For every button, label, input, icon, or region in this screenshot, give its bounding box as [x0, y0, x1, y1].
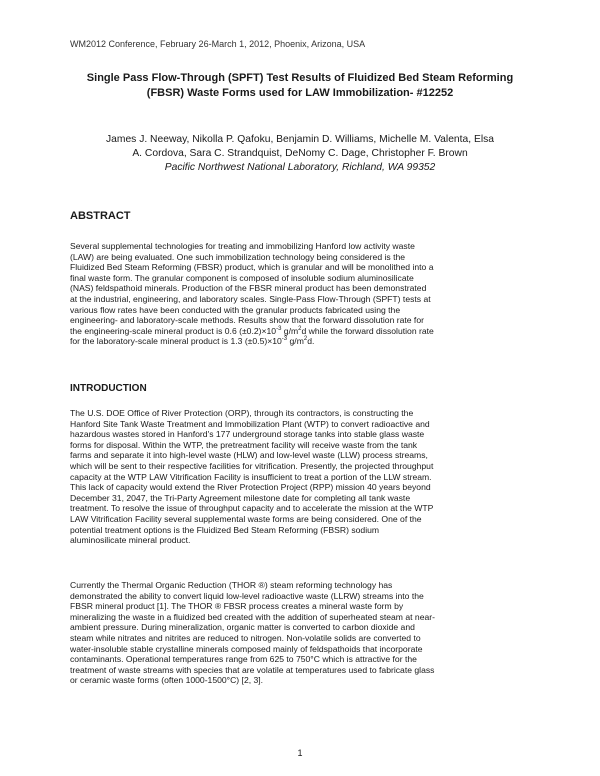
text-line: The U.S. DOE Office of River Protection (ORP), through its contractors, is constructing the — [70, 408, 414, 418]
paper-title — [60, 71, 540, 101]
page-number: 1 — [297, 748, 303, 758]
text-line: (NAS) feldspathoid minerals. Production of the FBSR mineral product has been demonstrated — [70, 283, 427, 294]
text-line: or ceramic waste forms (often 1000-1500°C) [2, 3]. — [70, 675, 264, 686]
text-line: treatment. To resolve the issue of throughput capacity and to accelerate the mission at the WTP — [70, 503, 434, 514]
text-line: demonstrated the ability to convert liquid low-level radioactive waste (LLRW) streams into the — [70, 590, 424, 601]
text-line: ambient pressure. During mineralization, organic matter is converted to carbon dioxide and — [70, 622, 415, 633]
text-line: steam while nitrates and nitrites are reduced to nitrogen. Non-volatile solids are converted to — [70, 632, 421, 643]
author-line: A. Cordova, Sara C. Strandquist, DeNomy C. Dage, Christopher F. Brown — [132, 148, 468, 159]
text-line: final waste form. The granular component is composed of insoluble sodium aluminosilicate — [70, 272, 414, 283]
text-line: treatment of waste streams with species that are volatile at temperatures used to fabricate glass — [70, 664, 435, 675]
introduction-heading: INTRODUCTION — [70, 383, 147, 394]
text-run: d while the forward dissolution rate — [301, 325, 434, 336]
text-line: Hanford Site Tank Waste Treatment and Immobilization Plant (WTP) to convert radioactive and — [70, 418, 430, 429]
text-run: g/m — [287, 336, 304, 347]
text-line: Fluidized Bed Steam Reforming (FBSR) product, which is granular and will be monolithed into a — [70, 262, 434, 273]
superscript: -3 — [281, 336, 288, 343]
text-run: the engineering-scale mineral product is 0.6 (±0.2)×10 — [70, 325, 277, 336]
title-line: Single Pass Flow-Through (SPFT) Test Results of Fluidized Bed Steam Reforming — [86, 72, 514, 84]
author-line: James J. Neeway, Nikolla P. Qafoku, Benjamin D. Williams, Michelle M. Valenta, Elsa — [106, 134, 494, 145]
introduction-paragraph-2 — [70, 580, 536, 686]
text-line: which will be sent to their respective facilities for vitrification. Presently, the projected throughput — [70, 460, 434, 471]
text-line: engineering- and laboratory-scale methods. Results show that the forward dissolution rate for — [70, 315, 424, 326]
text-line: water-insoluble stable crystalline minerals composed mainly of feldspathoids that incorporate — [70, 643, 423, 654]
text-run: for the laboratory-scale mineral product is 1.3 (±0.5)×10 — [70, 336, 282, 347]
title-line: (FBSR) Waste Forms used for LAW Immobilization- #12252 — [146, 87, 454, 99]
text-line: farms and separate it into high-level waste (HLW) and low-level waste (LLW) process streams, — [70, 450, 428, 461]
running-header: WM2012 Conference, February 26-March 1, 2012, Phoenix, Arizona, USA — [70, 39, 366, 49]
text-line: forms for disposal. Within the WTP, the pretreatment facility will receive waste from the tank — [70, 439, 418, 450]
author-list — [70, 133, 530, 161]
introduction-paragraph-1 — [70, 408, 536, 546]
text-line: aluminosilicate mineral product. — [70, 535, 191, 546]
text-line: Several supplemental technologies for treating and immobilizing Hanford low activity waste — [70, 241, 415, 251]
superscript: 2 — [298, 325, 302, 332]
text-line: This lack of capacity would extend the River Protection Project (RPP) mission 40 years beyond — [70, 482, 431, 493]
text-line: mineralizing the waste in a fluidized bed created with the addition of superheated steam at near- — [70, 611, 435, 622]
text-run: d. — [307, 336, 315, 347]
text-line: FBSR mineral product [1]. The THOR ® FBSR process creates a mineral waste form by — [70, 601, 404, 612]
text-line: potential treatment options is the Fluidized Bed Steam Reforming (FBSR) sodium — [70, 524, 380, 535]
rate-line — [70, 326, 536, 337]
abstract-heading: ABSTRACT — [70, 210, 131, 222]
text-line: capacity at the WTP LAW Vitrification Facility is insufficient to treat a portion of the LLW stream. — [70, 471, 432, 482]
superscript: -3 — [276, 325, 282, 332]
text-line: December 31, 2047, the Tri-Party Agreement milestone date for completing all tank waste — [70, 492, 411, 503]
text-line: hazardous wastes stored in Hanford's 177 underground storage tanks into stable glass waste — [70, 429, 425, 440]
text-line: Currently the Thermal Organic Reduction (THOR ®) steam reforming technology has — [70, 580, 393, 590]
rate-line — [70, 336, 536, 347]
text-line: LAW Vitrification Facility several supplemental waste forms are being considered. One of the — [70, 513, 422, 524]
text-line: contaminants. Operational temperatures range from 625 to 750°C which is attractive for the — [70, 654, 417, 665]
text-line: (LAW) are being evaluated. One such immobilization technology being considered is the — [70, 251, 406, 262]
text-line: various flow rates have been conducted with the granular products fabricated using the — [70, 304, 401, 315]
text-run: g/m — [281, 325, 299, 336]
abstract-paragraph — [70, 241, 536, 347]
text-line: at the industrial, engineering, and laboratory scales. Single-Pass Flow-Through (SPFT) tests at — [70, 293, 431, 304]
affiliation: Pacific Northwest National Laboratory, Richland, WA 99352 — [164, 162, 436, 173]
superscript: 2 — [303, 336, 308, 343]
